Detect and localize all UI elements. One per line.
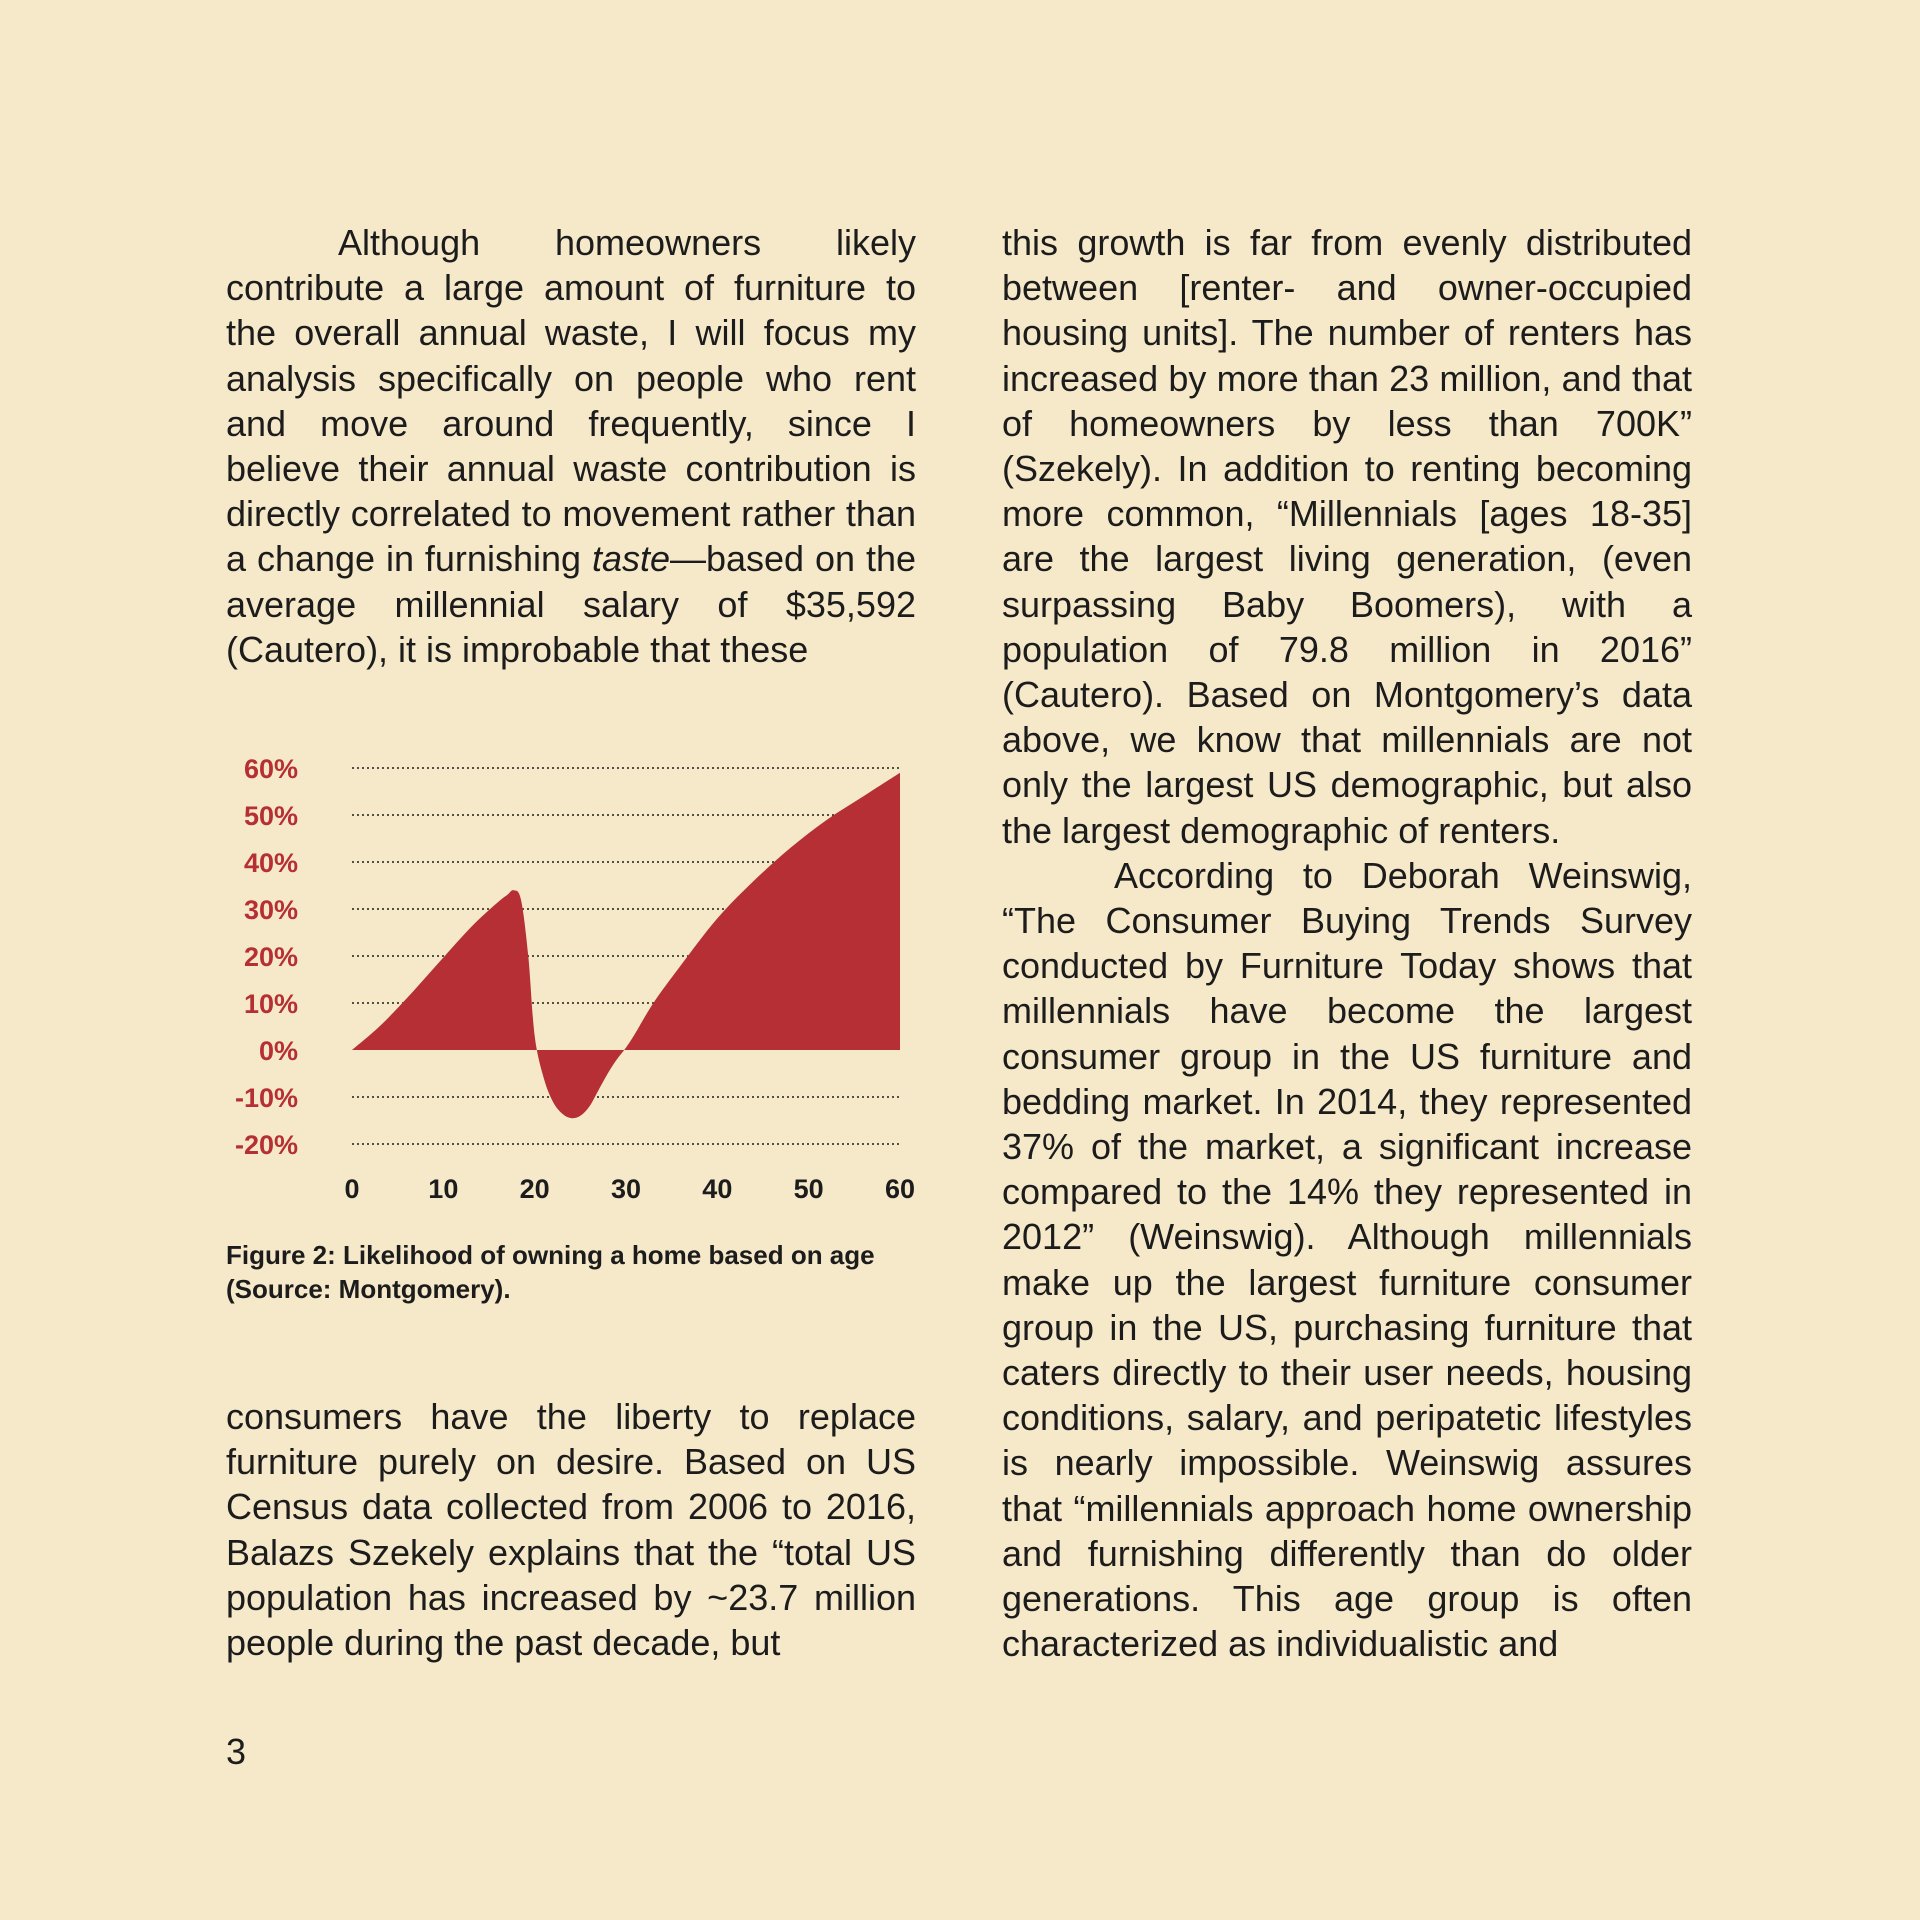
left-column-top-text [226,220,916,672]
y-tick-label: -20% [234,1130,298,1160]
y-tick-label: 50% [243,801,298,831]
y-tick-label: -10% [234,1083,298,1113]
body-paragraph: consumers have the liberty to replace furniture purely on desire. Based on US Census data collected from 2006 to 2016, Balazs Szekely explains that the “total US population has increased by ~23.7 million people during the past decade, but [226,1396,916,1664]
body-paragraph: According to Deborah Weinswig, “The Consumer Buying Trends Survey conducted by Furniture Today shows that millennials have become the largest consumer group in the US furniture and bedding market. In 2014, they represented 37% of the market, a significant increase compared to the 14% they represented in 2012” (Weinswig). Although millennials make up the largest furniture consumer group in the US, purchasing furniture that caters directly to their user needs, housing conditions, salary, and peripatetic lifestyles is nearly impossible. Weinswig assures that “millennials approach home ownership and furnishing differently than do older generations. This age group is often characterized as individualistic and [1002,854,1692,1665]
paragraph-text: —based on the average millennial salary of $35,592 (Cautero), it is improbable that these [226,538,917,670]
figure-caption [226,1238,926,1306]
y-tick-label: 30% [243,895,298,925]
x-tick-label: 60 [884,1174,916,1204]
page-number: 3 [226,1731,247,1772]
emphasis-taste: taste [591,538,670,580]
x-tick-label: 50 [793,1174,824,1204]
y-tick-label: 0% [258,1036,298,1066]
x-tick-label: 10 [428,1174,459,1204]
paragraph-text: Although homeowners likely contribute a large amount of furniture to the overall annual waste, I will focus my analysis specifically on people who rent and move around frequently, since I believe their annual waste contribution is directly correlated to movement rather than a change in furnishing [226,222,916,580]
x-tick-label: 0 [344,1174,360,1204]
figure-caption-line-2: (Source: Montgomery). [226,1274,511,1304]
x-tick-label: 30 [610,1174,642,1204]
y-axis-labels [235,754,298,1160]
figure-caption-line-1: Figure 2: Likelihood of owning a home based on age [226,1240,875,1270]
left-column-bottom-text [226,1394,916,1665]
body-paragraph [226,220,916,672]
x-axis-labels [344,1174,915,1204]
x-tick-label: 40 [702,1174,733,1204]
y-tick-label: 60% [243,754,298,784]
x-tick-label: 20 [519,1174,550,1204]
y-tick-label: 20% [243,942,298,972]
right-column-text [1002,220,1692,1667]
ownership-likelihood-area [352,773,900,1119]
y-tick-label: 40% [243,848,298,878]
body-paragraph: this growth is far from evenly distributed between [renter- and owner-occupied housing units]. The number of renters has increased by more than 23 million, and that of homeowners by less than 700K” (Szekely). In addition to renting becoming more common, “Millennials [ages 18-35] are the largest living generation, (even surpassing Baby Boomers), with a population of 79.8 million in 2016” (Cautero). Based on Montgomery’s data above, we know that millennials are not only the largest US demographic, but also the largest demographic of renters. [1002,222,1692,851]
y-tick-label: 10% [243,989,298,1019]
homeownership-chart [210,730,930,1210]
